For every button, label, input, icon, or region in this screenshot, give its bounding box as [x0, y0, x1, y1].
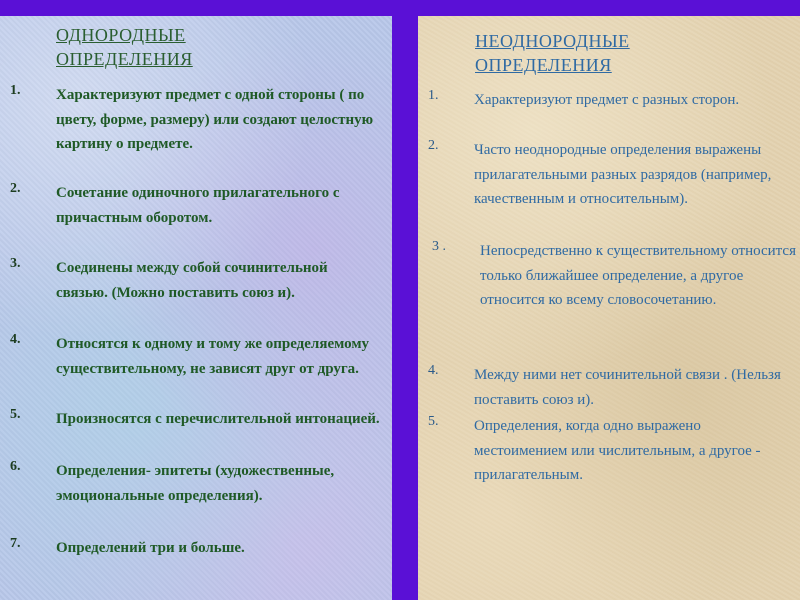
item-number: 7. — [10, 536, 21, 551]
item-number: 1. — [10, 83, 21, 98]
item-text: Характеризуют предмет с разных сторон. — [474, 92, 740, 108]
item-text: Соединены между собой сочинительной связью. (Можно поставить союз и). — [56, 260, 328, 301]
item-text: Непосредственно к существительному относится только ближайшее определение, а другое относится ко всему словосочетанию. — [480, 243, 796, 308]
item-text: Определения, когда одно выражено местоимением или числительным, а другое - прилагательным. — [474, 418, 761, 483]
item-number: 5. — [10, 407, 21, 422]
heterogeneous-heading: НЕОДНОРОДНЫЕ ОПРЕДЕЛЕНИЯ — [475, 31, 630, 75]
item-text: Сочетание одиночного прилагательного с причастным оборотом. — [56, 185, 340, 226]
item-number: 3. — [10, 256, 21, 271]
homogeneous-column — [0, 16, 392, 600]
item-text: Произносятся с перечислительной интонацией. — [56, 411, 380, 427]
item-number: 6. — [10, 459, 21, 474]
item-number: 1. — [428, 88, 439, 103]
column-divider — [392, 16, 418, 600]
item-number: 3 . — [432, 239, 446, 254]
item-text: Характеризуют предмет с одной стороны ( по цвету, форме, размеру) или создают целостную картину о предмете. — [56, 87, 374, 152]
item-text: Относятся к одному и тому же определяемому существительному, не зависят друг от друга. — [56, 336, 370, 377]
homogeneous-heading: ОДНОРОДНЫЕ ОПРЕДЕЛЕНИЯ — [56, 25, 193, 69]
item-text: Между ними нет сочинительной связи . (Нельзя поставить союз и). — [474, 367, 781, 408]
item-number: 4. — [10, 332, 21, 347]
item-number: 2. — [428, 138, 439, 153]
item-number: 4. — [428, 363, 439, 378]
item-text: Часто неоднородные определения выражены прилагательными разных разрядов (например, качественным и относительным). — [474, 142, 772, 207]
item-number: 5. — [428, 414, 439, 429]
item-number: 2. — [10, 181, 21, 196]
heterogeneous-column — [418, 16, 800, 600]
item-text: Определения- эпитеты (художественные, эмоциональные определения). — [56, 463, 335, 504]
item-text: Определений три и больше. — [56, 540, 245, 556]
